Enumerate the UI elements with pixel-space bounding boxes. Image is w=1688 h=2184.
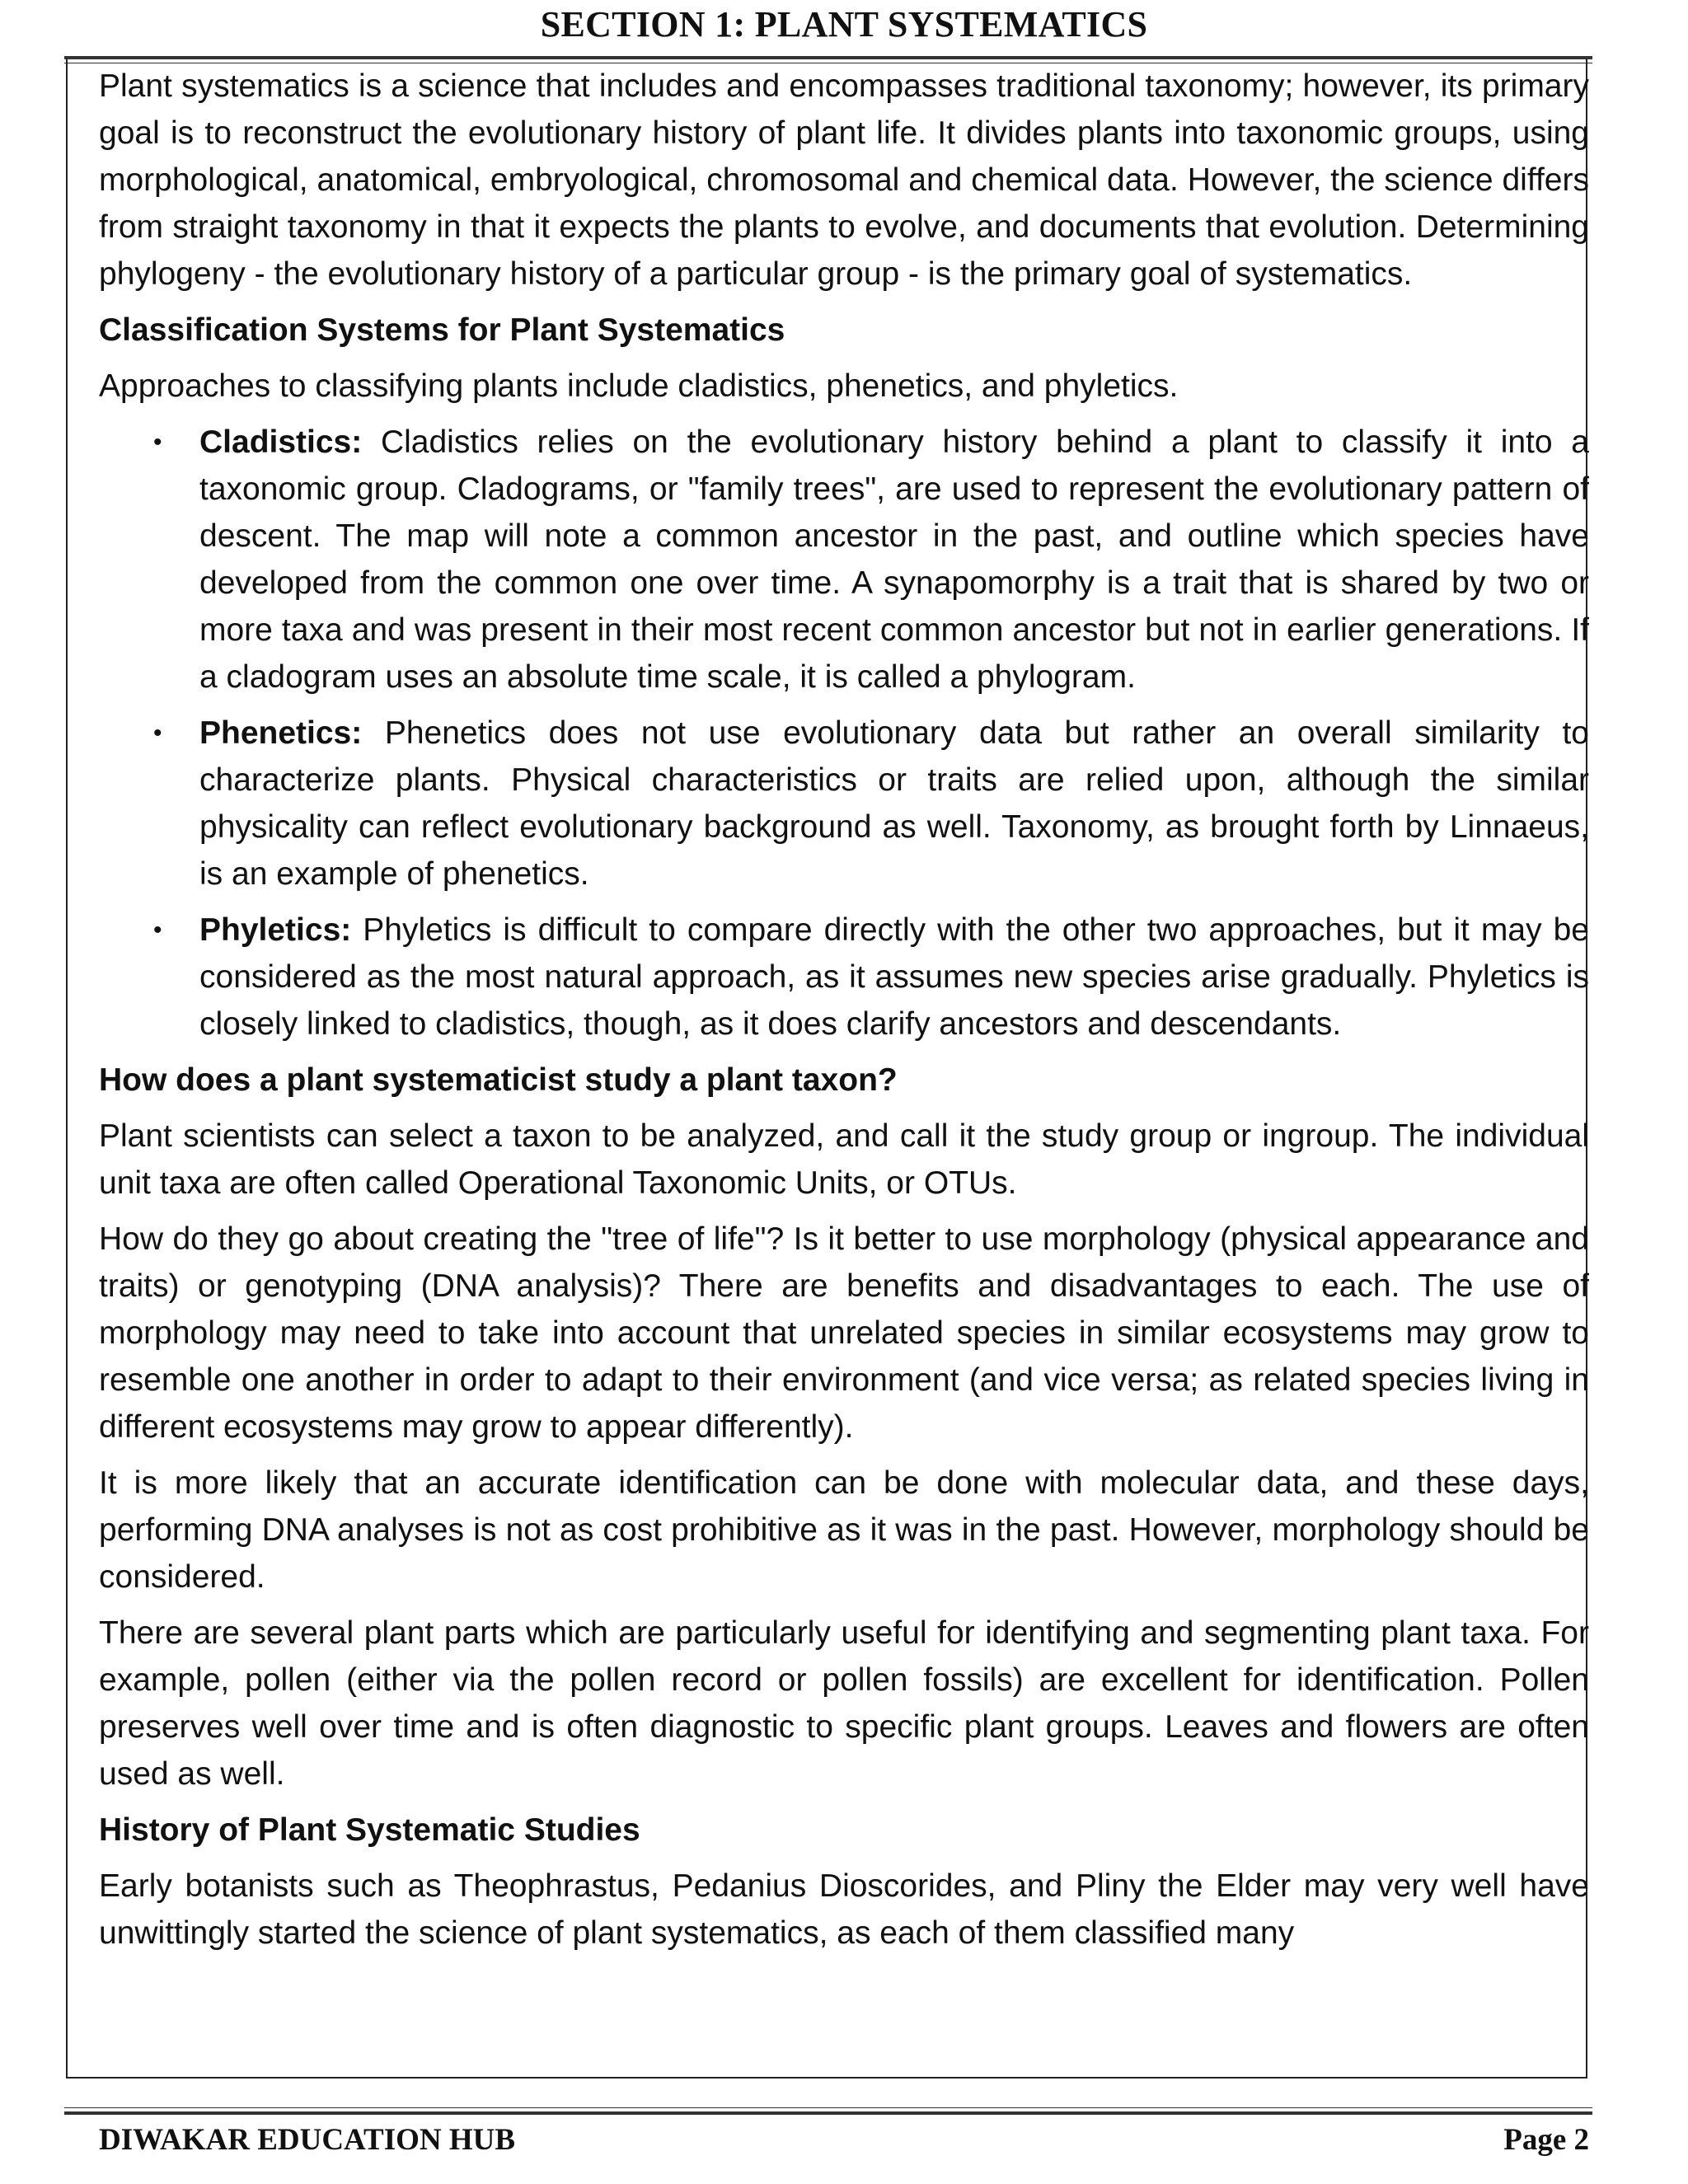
classification-intro: Approaches to classifying plants include cladistics, phenetics, and phyletics. <box>99 368 1179 404</box>
classification-list <box>99 419 1589 1047</box>
document-body <box>99 63 1589 1966</box>
term-phyletics: Phyletics: <box>199 912 352 948</box>
list-item-phyletics <box>99 907 1589 1047</box>
study-paragraph-3: It is more likely that an accurate identification can be done with molecular data, and these days, performing DNA analyses is not as cost prohibitive as it was in the past. However, morphology should be considered. <box>99 1465 1589 1595</box>
footer-rule-thin <box>64 2107 1592 2108</box>
term-cladistics: Cladistics: <box>199 424 363 460</box>
page-title: SECTION 1: PLANT SYSTEMATICS <box>540 4 1148 45</box>
bullet-icon: • <box>153 429 162 456</box>
list-item-phenetics <box>99 710 1589 898</box>
footer-rule-thick <box>64 2111 1592 2115</box>
study-paragraph-1: Plant scientists can select a taxon to be analyzed, and call it the study group or ingroup. The individual unit taxa are often called Operational Taxonomic Units, or OTUs. <box>99 1118 1589 1201</box>
definition-cladistics: Cladistics relies on the evolutionary history behind a plant to classify it into a taxonomic group. Cladograms, or "family trees", are used to represent the evolutionary pattern of descent. The map will note a common ancestor in the past, and outline which species have developed from the common one over time. A synapomorphy is a trait that is shared by two or more taxa and was present in their most recent common ancestor but not in earlier generations. If a cladogram uses an absolute time scale, it is called a phylogram. <box>199 424 1589 695</box>
list-item-cladistics <box>99 419 1589 701</box>
definition-phyletics: Phyletics is difficult to compare directly with the other two approaches, but it may be considered as the most natural approach, as it assumes new species arise gradually. Phyletics is closely linked to cladistics, though, as it does clarify ancestors and descendants. <box>199 912 1589 1042</box>
history-paragraph: Early botanists such as Theophrastus, Pedanius Dioscorides, and Pliny the Elder may very well have unwittingly started the science of plant systematics, as each of them classified many <box>99 1868 1589 1951</box>
study-paragraph-4: There are several plant parts which are particularly useful for identifying and segmenting plant taxa. For example, pollen (either via the pollen record or pollen fossils) are excellent for identification. Pollen preserves well over time and is often diagnostic to specific plant groups. Leaves and flowers are often used as well. <box>99 1615 1589 1792</box>
intro-paragraph: Plant systematics is a science that includes and encompasses traditional taxonomy; however, its primary goal is to reconstruct the evolutionary history of plant life. It divides plants into taxonomic groups, using morphological, anatomical, embryological, chromosomal and chemical data. However, the science differs from straight taxonomy in that it expects the plants to evolve, and documents that evolution. Determining phylogeny - the evolutionary history of a particular group - is the primary goal of systematics. <box>99 68 1589 292</box>
classification-heading: Classification Systems for Plant Systematics <box>99 312 785 348</box>
footer-publisher: DIWAKAR EDUCATION HUB <box>99 2123 516 2157</box>
page-number: Page 2 <box>1503 2123 1589 2157</box>
bullet-icon: • <box>153 719 162 747</box>
history-heading: History of Plant Systematic Studies <box>99 1812 640 1848</box>
definition-phenetics: Phenetics does not use evolutionary data but rather an overall similarity to characterize plants. Physical characteristics or traits are relied upon, although the similar physicality can reflect evolutionary background as well. Taxonomy, as brought forth by Linnaeus, is an example of phenetics. <box>199 715 1589 892</box>
bullet-icon: • <box>153 916 162 944</box>
term-phenetics: Phenetics: <box>199 715 363 751</box>
study-heading: How does a plant systematicist study a plant taxon? <box>99 1062 898 1098</box>
study-paragraph-2: How do they go about creating the "tree of life"? Is it better to use morphology (physical appearance and traits) or genotyping (DNA analysis)? There are benefits and disadvantages to each. The use of morphology may need to take into account that unrelated species in similar ecosystems may grow to resemble one another in order to adapt to their environment (and vice versa; as related species living in different ecosystems may grow to appear differently). <box>99 1221 1589 1445</box>
